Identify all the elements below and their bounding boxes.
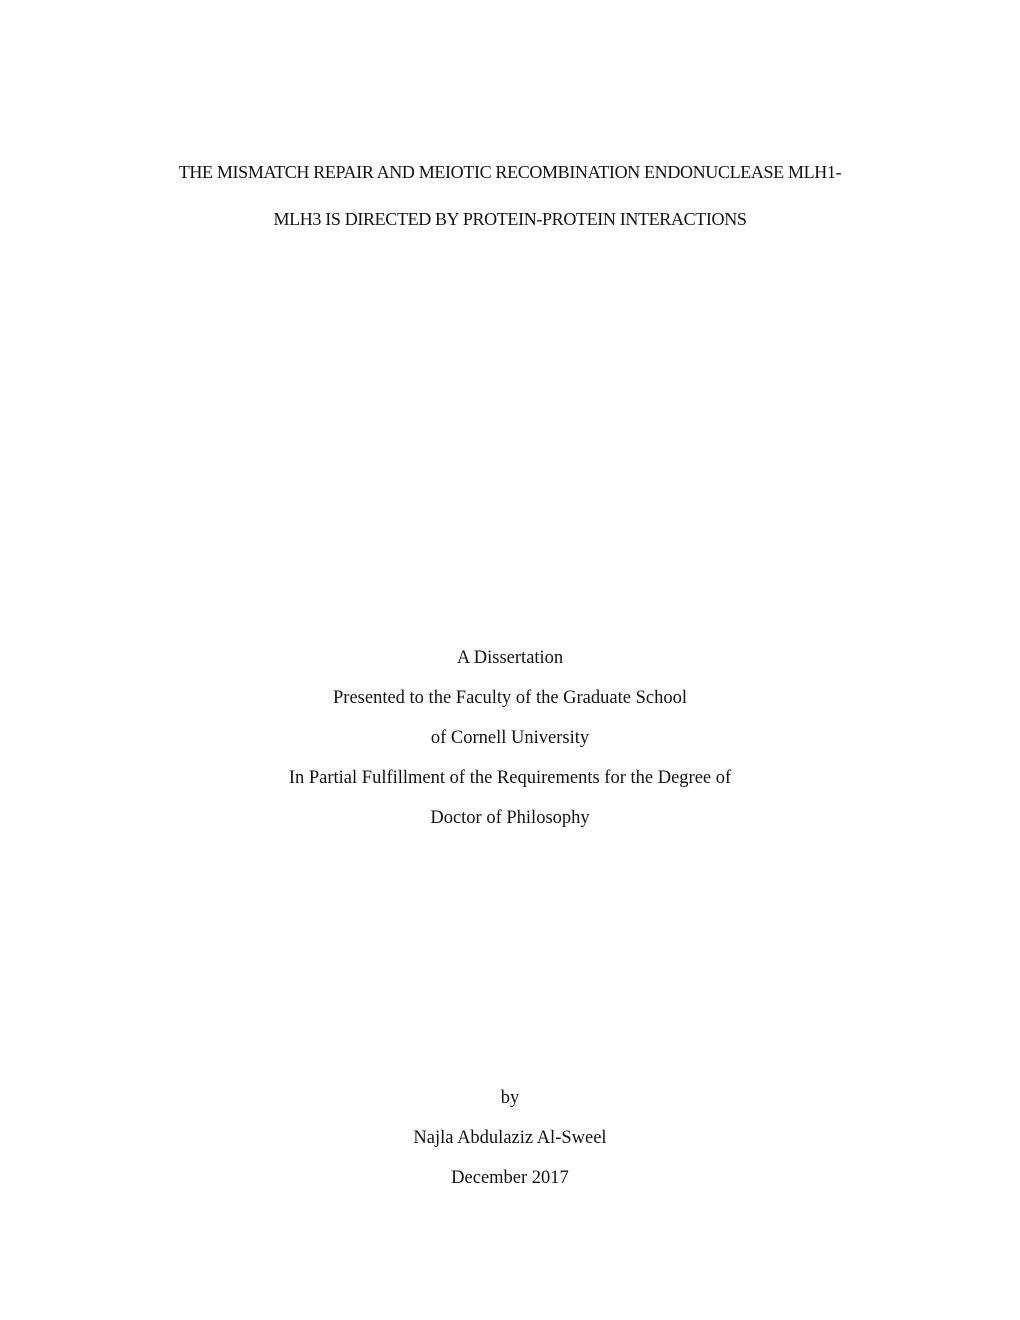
submission-date: December 2017 <box>451 1168 569 1188</box>
requirements-line: In Partial Fulfillment of the Requirements for the Degree of <box>288 768 732 788</box>
by-label: by <box>500 1088 520 1108</box>
dissertation-title-line-2: MLH3 IS DIRECTED BY PROTEIN-PROTEIN INTERACTIONS <box>273 209 747 229</box>
university-line: of Cornell University <box>430 728 590 748</box>
document-type: A Dissertation <box>456 648 564 668</box>
degree-line: Doctor of Philosophy <box>430 808 590 828</box>
author-name: Najla Abdulaziz Al-Sweel <box>413 1128 607 1148</box>
dissertation-title-line-1: THE MISMATCH REPAIR AND MEIOTIC RECOMBINATION ENDONUCLEASE MLH1- <box>178 162 842 182</box>
presented-to-line: Presented to the Faculty of the Graduate School <box>333 688 687 708</box>
